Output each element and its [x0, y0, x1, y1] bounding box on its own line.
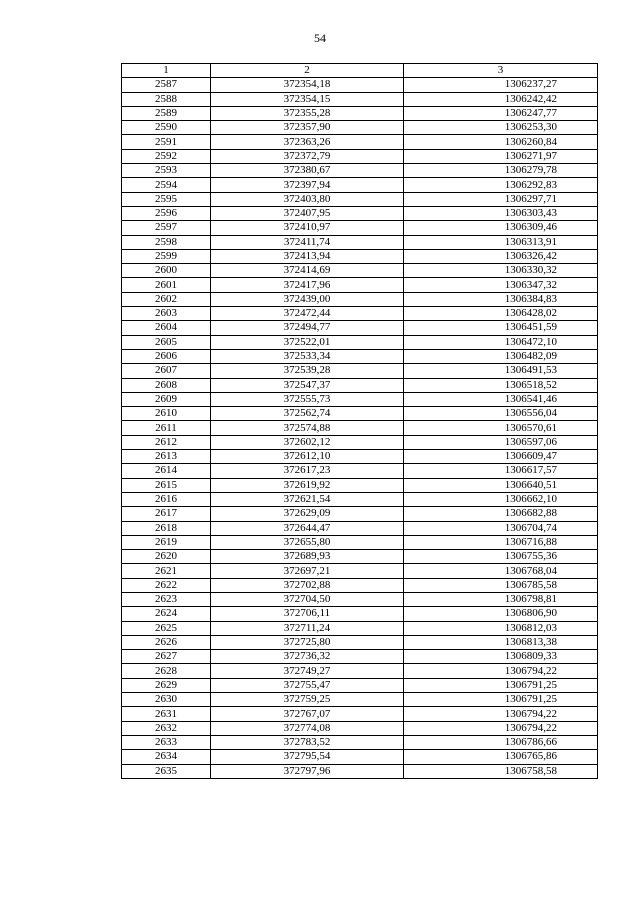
y-coordinate-cell: 1306279,78 — [404, 164, 598, 178]
table-row — [122, 592, 598, 606]
y-coordinate-cell: 1306791,25 — [404, 678, 598, 692]
x-coordinate-cell: 372555,73 — [211, 392, 404, 406]
table-row — [122, 335, 598, 349]
point-number-cell: 2629 — [122, 678, 211, 692]
x-coordinate-cell: 372472,44 — [211, 307, 404, 321]
y-coordinate-cell: 1306794,22 — [404, 664, 598, 678]
point-number-cell: 2598 — [122, 235, 211, 249]
y-coordinate-cell: 1306768,04 — [404, 564, 598, 578]
table-row — [122, 607, 598, 621]
table-row — [122, 407, 598, 421]
table-row — [122, 635, 598, 649]
table-row — [122, 664, 598, 678]
point-number-cell: 2634 — [122, 750, 211, 764]
table-row — [122, 349, 598, 363]
point-number-cell: 2631 — [122, 707, 211, 721]
x-coordinate-cell: 372706,11 — [211, 607, 404, 621]
table-row — [122, 106, 598, 120]
table-row — [122, 121, 598, 135]
y-coordinate-cell: 1306330,32 — [404, 264, 598, 278]
y-coordinate-cell: 1306785,58 — [404, 578, 598, 592]
point-number-cell: 2587 — [122, 78, 211, 92]
table-body — [122, 78, 598, 779]
table-row — [122, 693, 598, 707]
x-coordinate-cell: 372355,28 — [211, 106, 404, 120]
point-number-cell: 2603 — [122, 307, 211, 321]
x-coordinate-cell: 372494,77 — [211, 321, 404, 335]
x-coordinate-cell: 372372,79 — [211, 149, 404, 163]
point-number-cell: 2628 — [122, 664, 211, 678]
x-coordinate-cell: 372697,21 — [211, 564, 404, 578]
point-number-cell: 2623 — [122, 592, 211, 606]
table-row — [122, 92, 598, 106]
x-coordinate-cell: 372411,74 — [211, 235, 404, 249]
table-row — [122, 764, 598, 778]
y-coordinate-cell: 1306682,88 — [404, 507, 598, 521]
y-coordinate-cell: 1306794,22 — [404, 721, 598, 735]
coordinates-table — [121, 63, 598, 779]
y-coordinate-cell: 1306518,52 — [404, 378, 598, 392]
y-coordinate-cell: 1306617,57 — [404, 464, 598, 478]
point-number-cell: 2596 — [122, 206, 211, 220]
table-row — [122, 292, 598, 306]
y-coordinate-cell: 1306541,46 — [404, 392, 598, 406]
x-coordinate-cell: 372755,47 — [211, 678, 404, 692]
point-number-cell: 2619 — [122, 535, 211, 549]
table-row — [122, 564, 598, 578]
y-coordinate-cell: 1306640,51 — [404, 478, 598, 492]
y-coordinate-cell: 1306662,10 — [404, 492, 598, 506]
table-row — [122, 164, 598, 178]
x-coordinate-cell: 372689,93 — [211, 550, 404, 564]
x-coordinate-cell: 372725,80 — [211, 635, 404, 649]
point-number-cell: 2626 — [122, 635, 211, 649]
table-row — [122, 278, 598, 292]
point-number-cell: 2612 — [122, 435, 211, 449]
table-row — [122, 535, 598, 549]
y-coordinate-cell: 1306798,81 — [404, 592, 598, 606]
point-number-cell: 2609 — [122, 392, 211, 406]
x-coordinate-cell: 372795,54 — [211, 750, 404, 764]
page-number: 54 — [314, 31, 326, 45]
y-coordinate-cell: 1306716,88 — [404, 535, 598, 549]
y-coordinate-cell: 1306384,83 — [404, 292, 598, 306]
point-number-cell: 2633 — [122, 735, 211, 749]
point-number-cell: 2608 — [122, 378, 211, 392]
x-coordinate-cell: 372410,97 — [211, 221, 404, 235]
table-row — [122, 364, 598, 378]
y-coordinate-cell: 1306253,30 — [404, 121, 598, 135]
x-coordinate-cell: 372417,96 — [211, 278, 404, 292]
y-coordinate-cell: 1306786,66 — [404, 735, 598, 749]
table-row — [122, 478, 598, 492]
x-coordinate-cell: 372522,01 — [211, 335, 404, 349]
point-number-cell: 2616 — [122, 492, 211, 506]
point-number-cell: 2606 — [122, 349, 211, 363]
point-number-cell: 2614 — [122, 464, 211, 478]
table-row — [122, 249, 598, 263]
table-row — [122, 149, 598, 163]
table-row — [122, 721, 598, 735]
table-row — [122, 464, 598, 478]
point-number-cell: 2601 — [122, 278, 211, 292]
y-coordinate-cell: 1306242,42 — [404, 92, 598, 106]
point-number-cell: 2617 — [122, 507, 211, 521]
table-row — [122, 578, 598, 592]
point-number-cell: 2595 — [122, 192, 211, 206]
y-coordinate-cell: 1306755,36 — [404, 550, 598, 564]
table-row — [122, 307, 598, 321]
point-number-cell: 2597 — [122, 221, 211, 235]
x-coordinate-cell: 372749,27 — [211, 664, 404, 678]
table-row — [122, 550, 598, 564]
table-row — [122, 235, 598, 249]
point-number-cell: 2589 — [122, 106, 211, 120]
y-coordinate-cell: 1306806,90 — [404, 607, 598, 621]
point-number-cell: 2615 — [122, 478, 211, 492]
point-number-cell: 2620 — [122, 550, 211, 564]
table-row — [122, 392, 598, 406]
y-coordinate-cell: 1306570,61 — [404, 421, 598, 435]
table-row — [122, 421, 598, 435]
y-coordinate-cell: 1306309,46 — [404, 221, 598, 235]
y-coordinate-cell: 1306292,83 — [404, 178, 598, 192]
x-coordinate-cell: 372354,15 — [211, 92, 404, 106]
table-row — [122, 264, 598, 278]
x-coordinate-cell: 372774,08 — [211, 721, 404, 735]
table-row — [122, 492, 598, 506]
y-coordinate-cell: 1306704,74 — [404, 521, 598, 535]
point-number-cell: 2591 — [122, 135, 211, 149]
point-number-cell: 2600 — [122, 264, 211, 278]
table-row — [122, 450, 598, 464]
y-coordinate-cell: 1306247,77 — [404, 106, 598, 120]
table-row — [122, 707, 598, 721]
x-coordinate-cell: 372403,80 — [211, 192, 404, 206]
point-number-cell: 2610 — [122, 407, 211, 421]
y-coordinate-cell: 1306271,97 — [404, 149, 598, 163]
x-coordinate-cell: 372574,88 — [211, 421, 404, 435]
point-number-cell: 2592 — [122, 149, 211, 163]
table-row — [122, 521, 598, 535]
x-coordinate-cell: 372711,24 — [211, 621, 404, 635]
y-coordinate-cell: 1306297,71 — [404, 192, 598, 206]
x-coordinate-cell: 372407,95 — [211, 206, 404, 220]
y-coordinate-cell: 1306794,22 — [404, 707, 598, 721]
y-coordinate-cell: 1306313,91 — [404, 235, 598, 249]
point-number-cell: 2632 — [122, 721, 211, 735]
y-coordinate-cell: 1306597,06 — [404, 435, 598, 449]
table-row — [122, 678, 598, 692]
x-coordinate-cell: 372354,18 — [211, 78, 404, 92]
point-number-cell: 2625 — [122, 621, 211, 635]
x-coordinate-cell: 372380,67 — [211, 164, 404, 178]
x-coordinate-cell: 372797,96 — [211, 764, 404, 778]
x-coordinate-cell: 372655,80 — [211, 535, 404, 549]
y-coordinate-cell: 1306428,02 — [404, 307, 598, 321]
y-coordinate-cell: 1306451,59 — [404, 321, 598, 335]
table-header-row — [122, 64, 598, 78]
y-coordinate-cell: 1306556,04 — [404, 407, 598, 421]
point-number-cell: 2613 — [122, 450, 211, 464]
column-header-1: 1 — [122, 64, 211, 78]
x-coordinate-cell: 372759,25 — [211, 693, 404, 707]
table-row — [122, 507, 598, 521]
x-coordinate-cell: 372783,52 — [211, 735, 404, 749]
table-row — [122, 435, 598, 449]
y-coordinate-cell: 1306347,32 — [404, 278, 598, 292]
table-row — [122, 206, 598, 220]
x-coordinate-cell: 372767,07 — [211, 707, 404, 721]
point-number-cell: 2599 — [122, 249, 211, 263]
x-coordinate-cell: 372617,23 — [211, 464, 404, 478]
table-row — [122, 750, 598, 764]
point-number-cell: 2627 — [122, 650, 211, 664]
x-coordinate-cell: 372547,37 — [211, 378, 404, 392]
point-number-cell: 2618 — [122, 521, 211, 535]
x-coordinate-cell: 372644,47 — [211, 521, 404, 535]
table-row — [122, 78, 598, 92]
y-coordinate-cell: 1306237,27 — [404, 78, 598, 92]
x-coordinate-cell: 372612,10 — [211, 450, 404, 464]
y-coordinate-cell: 1306812,03 — [404, 621, 598, 635]
x-coordinate-cell: 372629,09 — [211, 507, 404, 521]
point-number-cell: 2605 — [122, 335, 211, 349]
column-header-2: 2 — [211, 64, 404, 78]
point-number-cell: 2607 — [122, 364, 211, 378]
y-coordinate-cell: 1306813,38 — [404, 635, 598, 649]
y-coordinate-cell: 1306491,53 — [404, 364, 598, 378]
x-coordinate-cell: 372619,92 — [211, 478, 404, 492]
point-number-cell: 2635 — [122, 764, 211, 778]
point-number-cell: 2593 — [122, 164, 211, 178]
x-coordinate-cell: 372414,69 — [211, 264, 404, 278]
x-coordinate-cell: 372363,26 — [211, 135, 404, 149]
table-row — [122, 178, 598, 192]
table-row — [122, 135, 598, 149]
x-coordinate-cell: 372704,50 — [211, 592, 404, 606]
table-row — [122, 378, 598, 392]
y-coordinate-cell: 1306758,58 — [404, 764, 598, 778]
table-row — [122, 321, 598, 335]
point-number-cell: 2611 — [122, 421, 211, 435]
x-coordinate-cell: 372397,94 — [211, 178, 404, 192]
point-number-cell: 2624 — [122, 607, 211, 621]
point-number-cell: 2588 — [122, 92, 211, 106]
table-row — [122, 650, 598, 664]
x-coordinate-cell: 372562,74 — [211, 407, 404, 421]
table-row — [122, 192, 598, 206]
point-number-cell: 2590 — [122, 121, 211, 135]
column-header-3: 3 — [404, 64, 598, 78]
x-coordinate-cell: 372413,94 — [211, 249, 404, 263]
y-coordinate-cell: 1306260,84 — [404, 135, 598, 149]
y-coordinate-cell: 1306472,10 — [404, 335, 598, 349]
y-coordinate-cell: 1306303,43 — [404, 206, 598, 220]
x-coordinate-cell: 372602,12 — [211, 435, 404, 449]
x-coordinate-cell: 372702,88 — [211, 578, 404, 592]
y-coordinate-cell: 1306482,09 — [404, 349, 598, 363]
point-number-cell: 2602 — [122, 292, 211, 306]
x-coordinate-cell: 372439,00 — [211, 292, 404, 306]
y-coordinate-cell: 1306765,86 — [404, 750, 598, 764]
x-coordinate-cell: 372539,28 — [211, 364, 404, 378]
y-coordinate-cell: 1306809,33 — [404, 650, 598, 664]
x-coordinate-cell: 372533,34 — [211, 349, 404, 363]
table-row — [122, 221, 598, 235]
x-coordinate-cell: 372621,54 — [211, 492, 404, 506]
point-number-cell: 2630 — [122, 693, 211, 707]
point-number-cell: 2604 — [122, 321, 211, 335]
y-coordinate-cell: 1306326,42 — [404, 249, 598, 263]
y-coordinate-cell: 1306791,25 — [404, 693, 598, 707]
table-row — [122, 621, 598, 635]
x-coordinate-cell: 372736,32 — [211, 650, 404, 664]
point-number-cell: 2594 — [122, 178, 211, 192]
y-coordinate-cell: 1306609,47 — [404, 450, 598, 464]
point-number-cell: 2622 — [122, 578, 211, 592]
x-coordinate-cell: 372357,90 — [211, 121, 404, 135]
table-row — [122, 735, 598, 749]
point-number-cell: 2621 — [122, 564, 211, 578]
